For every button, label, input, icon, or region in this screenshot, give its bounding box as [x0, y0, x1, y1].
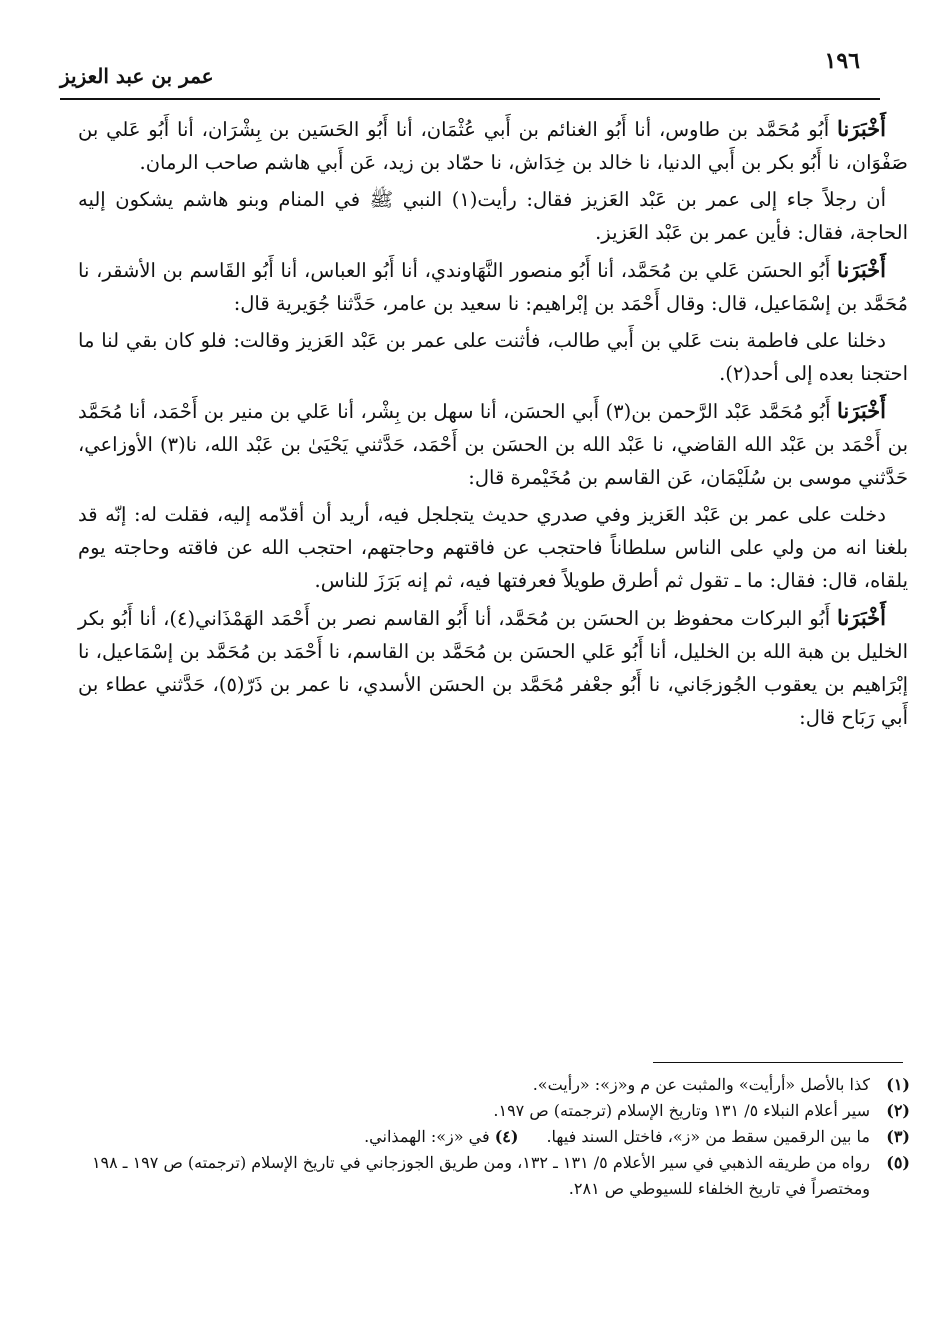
header-rule [60, 98, 880, 100]
paragraph-4 [78, 324, 908, 390]
footnote-1 [70, 1072, 910, 1098]
footnote-number: (١) [886, 1075, 910, 1094]
footnote-number: (٥) [886, 1153, 910, 1172]
footnote-number: (٣) [886, 1127, 910, 1146]
keyword-akhbarana: أَخْبَرَنا [837, 605, 886, 630]
footnote-3 [70, 1124, 910, 1150]
paragraph-1 [78, 112, 908, 179]
page-number: ١٩٦ [824, 48, 860, 74]
paragraph-5 [78, 394, 908, 494]
footnote-2 [70, 1098, 910, 1124]
footnote-text: رواه من طريقه الذهبي في سير الأعلام ٥/ ١٣١ ـ ١٣٢، ومن طريق الجوزجاني في تاريخ الإسلام (ترجمته) ص ١٩٧ ـ ١٩٨ ومختصراً في تاريخ الخلفاء للسيوطي ص ٢٨١. [91, 1153, 870, 1198]
paragraph-text: أَبُو الحسَن عَلي بن مُحَمَّد، أنا أَبُو منصور النَّهَاوندي، أنا أَبُو العباس، أنا أَبُو القَاسم بن الأشقر، نا مُحَمَّد بن إسْمَاعيل، قال: وقال أَحْمَد بن إبْراهيم: نا سعيد بن عامر، حَدَّثنا جُوَيرية قال: [78, 259, 908, 315]
footnote-text: سير أعلام النبلاء ٥/ ١٣١ وتاريخ الإسلام (ترجمته) ص ١٩٧. [493, 1101, 870, 1120]
footnote-text: كذا بالأصل «أرأيت» والمثبت عن م و«ز»: «رأيت». [532, 1075, 870, 1094]
keyword-akhbarana: أَخْبَرَنا [837, 116, 886, 141]
footnote-4-text: في «ز»: الهمذاني. [364, 1127, 490, 1146]
footnote-5 [70, 1150, 910, 1202]
paragraph-6 [78, 498, 908, 597]
paragraph-text: دخلنا على فاطمة بنت عَلي بن أَبي طالب، فأثنت على عمر بن عَبْد العَزيز وقالت: فلو كان بقي لنا ما احتجنا بعده إلى أحد(٢). [78, 329, 908, 385]
paragraph-text: أَبُو البركات محفوظ بن الحسَن بن مُحَمَّد، أنا أَبُو القاسم نصر بن أَحْمَد الهَمْذَاني(٤)، أنا أَبُو بكر الخليل بن هبة الله بن الخليل، أنا أَبُو عَلي الحسَن بن مُحَمَّد بن القاسم، نا أَحْمَد بن مُحَمَّد بن إسْمَاعيل، نا إبْرَاهيم بن يعقوب الجُوزجَاني، نا أَبُو جعْفر مُحَمَّد بن الحسَن الأسدي، نا عمر بن ذَرّ(٥)، حَدَّثني عطاء بن أَبي رَبَاح قال: [78, 607, 909, 729]
page-header [60, 48, 880, 98]
paragraph-text: أَبُو مُحَمَّد عَبْد الرَّحمن بن(٣) أَبي الحسَن، أنا سهل بن بِشْر، أنا عَلي بن منير بن أَحْمَد، أنا مُحَمَّد بن أَحْمَد بن عَبْد الله القاضي، نا عَبْد الله بن الحسَن بن أَحْمَد، حَدَّثني يَحْيَىٰ بن عَبْد الله، نا(٣) الأوزاعي، حَدَّثني موسى بن سُلَيْمَان، عَن القاسم بن مُخَيْمرة قال: [78, 400, 908, 489]
footnote-text [70, 1124, 870, 1150]
footnotes [70, 1072, 910, 1202]
paragraph-3 [78, 253, 908, 320]
paragraph-text: أَبُو مُحَمَّد بن طاوس، أنا أَبُو الغنائم بن أَبي عُثْمَان، أنا أَبُو الحَسَين بن بِشْرَان، أنا أَبُو عَلي بن صَفْوَان، نا أَبُو بكر بن أَبي الدنيا، نا خالد بن خِدَاش، نا حمّاد بن زيد، عَن أَبي هاشم صاحب الرمان. [78, 118, 908, 174]
paragraph-2 [78, 183, 908, 249]
footnote-3-text: ما بين الرقمين سقط من «ز»، فاختل السند فيها. [546, 1127, 870, 1146]
footnote-4-number: (٤) [494, 1127, 519, 1146]
running-title: عمر بن عبد العزيز [60, 64, 214, 88]
keyword-akhbarana: أَخْبَرَنا [837, 398, 886, 423]
paragraph-7 [78, 601, 908, 734]
paragraph-text: أن رجلاً جاء إلى عمر بن عَبْد العَزيز فقال: رأيت(١) النبي ﷺ في المنام وبنو هاشم يشكون إليه الحاجة، فقال: فأين عمر بن عَبْد العَزيز. [78, 188, 908, 244]
footnote-rule [653, 1062, 903, 1063]
paragraph-text: دخلت على عمر بن عَبْد العَزيز وفي صدري حديث يتجلجل فيه، أريد أن أقدّمه إليه، فقلت له: إنّه قد بلغنا انه من ولي على الناس سلطاناً فاحتجب عن فاقتهم وحاجتهم، احتجب الله عن فاقته وحاجته يوم يلقاه، قال: فقال: ما ـ تقول ثم أطرق طويلاً فعرفتها فيه، ثم إنه بَرَزَ للناس. [78, 503, 908, 592]
keyword-akhbarana: أَخْبَرَنا [837, 257, 886, 282]
footnote-number: (٢) [886, 1101, 910, 1120]
main-text [78, 108, 908, 738]
